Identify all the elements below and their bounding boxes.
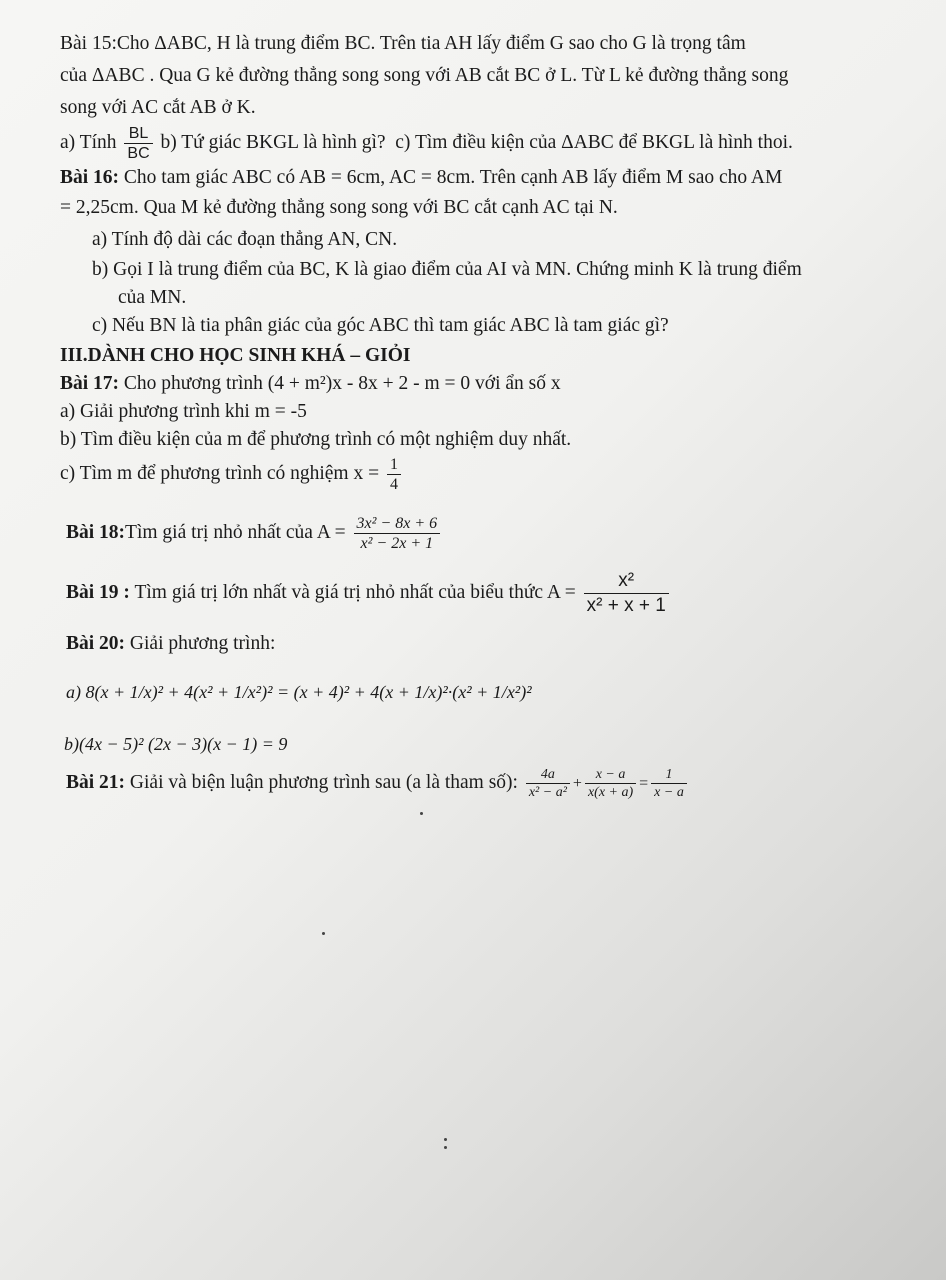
bai21-f3-num: 1 (665, 767, 673, 783)
bai17-c-num: 1 (389, 456, 398, 474)
bai21-f2-num: x − a (595, 767, 626, 783)
bai18-fraction (354, 514, 441, 553)
bai21-f1-den: x² − a² (526, 783, 570, 801)
bai19 (66, 566, 672, 620)
bai16-b2: của MN. (118, 287, 187, 308)
bai20-a-label: a) (66, 682, 81, 702)
bai21-text: Giải và biện luận phương trình sau (a là tham số): (125, 772, 518, 793)
bai18-den: x² − 2x + 1 (354, 533, 441, 553)
bai18-text: Tìm giá trị nhỏ nhất của A = (125, 522, 346, 543)
bai15-frac-den: BC (124, 143, 152, 163)
bai21-frac3 (651, 766, 687, 801)
bai21-equals: = (639, 775, 649, 792)
bai21-frac1 (526, 766, 570, 801)
bai15-b: b) Tứ giác BKGL là hình gì? (160, 132, 386, 153)
speck (444, 1138, 447, 1141)
bai17-title: Bài 17: (60, 373, 120, 394)
bai19-fraction (584, 569, 669, 618)
bai15-line3: song với AC cắt AB ở K. (60, 97, 256, 118)
bai21-f2-den: x(x + a) (585, 783, 636, 801)
bai17-text: Cho phương trình (4 + m²)x - 8x + 2 - m = 0 với ẩn số x (119, 373, 561, 394)
bai21-title: Bài 21: (66, 772, 126, 793)
bai15-frac-num: BL (128, 125, 149, 143)
bai21-frac2 (585, 766, 636, 801)
bai18-title: Bài 18: (66, 522, 126, 543)
bai15-c: c) Tìm điều kiện của ΔABC để BKGL là hình thoi. (395, 132, 793, 153)
bai17-c-fraction (387, 455, 401, 494)
bai19-title: Bài 19 : (66, 582, 130, 603)
bai15-questions (60, 124, 793, 163)
speck (420, 812, 423, 815)
bai19-num: x² (618, 570, 635, 592)
bai17-b: b) Tìm điều kiện của m để phương trình có một nghiệm duy nhất. (60, 429, 572, 450)
bai17-line1 (60, 372, 561, 396)
bai19-text: Tìm giá trị lớn nhất và giá trị nhỏ nhất của biểu thức A = (129, 582, 576, 603)
bai20-a-equation: 8(x + 1/x)² + 4(x² + 1/x²)² = (x + 4)² + 4(x + 1/x)²·(x² + 1/x²)² (85, 682, 532, 702)
speck (322, 932, 325, 935)
section-title: III.DÀNH CHO HỌC SINH KHÁ – GIỎI (60, 345, 411, 366)
speck (444, 1146, 447, 1149)
bai19-den: x² + x + 1 (584, 593, 669, 618)
bai16-a: a) Tính độ dài các đoạn thẳng AN, CN. (92, 229, 398, 250)
bai17-a: a) Giải phương trình khi m = -5 (60, 401, 307, 422)
bai20-heading (66, 632, 275, 656)
bai20-title: Bài 20: (66, 633, 126, 654)
bai16-title: Bài 16: (60, 167, 120, 188)
bai21-plus: + (572, 775, 582, 792)
bai16-line1 (60, 166, 782, 190)
bai15-line1: Bài 15:Cho ΔABC, H là trung điểm BC. Trên tia AH lấy điểm G sao cho G là trọng tâm (60, 33, 746, 54)
bai17-c-prefix: c) Tìm m để phương trình có nghiệm x = (60, 463, 380, 484)
bai21-f1-num: 4a (540, 767, 555, 783)
bai17-c (60, 452, 404, 496)
bai16-b1: b) Gọi I là trung điểm của BC, K là giao điểm của AI và MN. Chứng minh K là trung điểm (92, 259, 802, 280)
bai18-num: 3x² − 8x + 6 (356, 515, 438, 533)
bai20-a (66, 672, 532, 712)
bai18 (66, 510, 443, 556)
bai16-line2: = 2,25cm. Qua M kẻ đường thẳng song song với BC cắt cạnh AC tại N. (60, 197, 618, 218)
bai15-fraction (124, 124, 152, 163)
bai20-b-equation: b)(4x − 5)² (2x − 3)(x − 1) = 9 (64, 734, 288, 754)
bai15-a-prefix: a) Tính (60, 132, 117, 153)
bai21-f3-den: x − a (651, 783, 687, 801)
bai20-text: Giải phương trình: (125, 633, 276, 654)
bai21 (66, 760, 690, 807)
bai17-c-den: 4 (387, 474, 401, 494)
bai16-text1: Cho tam giác ABC có AB = 6cm, AC = 8cm. Trên cạnh AB lấy điểm M sao cho AM (119, 167, 783, 188)
bai15-line2: của ΔABC . Qua G kẻ đường thẳng song song với AB cắt BC ở L. Từ L kẻ đường thẳng song (60, 65, 789, 86)
bai16-c: c) Nếu BN là tia phân giác của góc ABC thì tam giác ABC là tam giác gì? (92, 315, 669, 336)
